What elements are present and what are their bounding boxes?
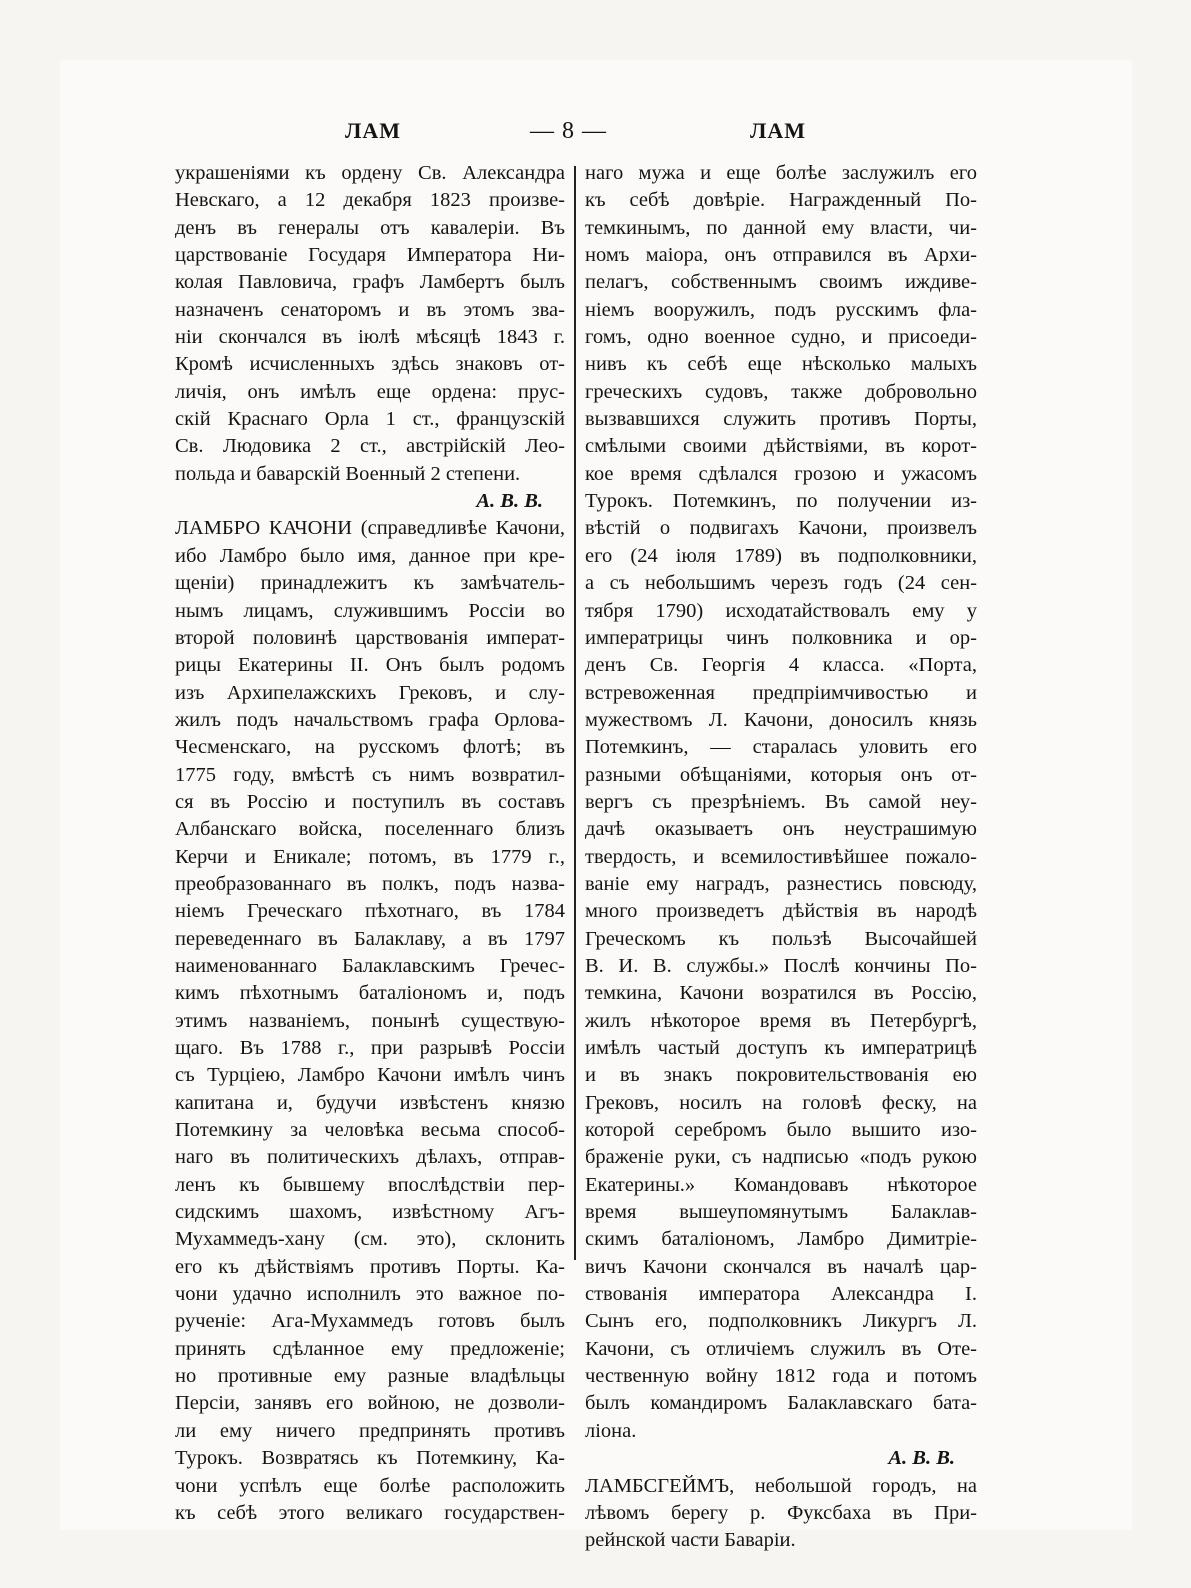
text-line: второй половинѣ царствованія императ- xyxy=(175,626,565,649)
text-line: браженіе руки, съ надписью «подъ рукою xyxy=(585,1146,977,1169)
text-line: много произведетъ дѣйствія въ народѣ xyxy=(585,900,977,923)
text-line: щаго. Въ 1788 г., при разрывѣ Россіи xyxy=(175,1037,565,1059)
text-line: императрицы чинъ полковника и ор- xyxy=(585,626,977,649)
text-line: этимъ названіемъ, понынѣ существую- xyxy=(175,1009,565,1032)
text-line: В. И. В. службы.» Послѣ кончины По- xyxy=(585,954,977,977)
text-line: его (24 іюля 1789) въ подполковники, xyxy=(585,544,977,567)
page-number: — 8 — xyxy=(530,118,607,144)
text-line: къ себѣ довѣріе. Награжденный По- xyxy=(585,189,977,212)
text-line: номъ маіора, онъ отправился въ Архи- xyxy=(585,244,977,267)
text-line: вергъ съ презрѣніемъ. Въ самой неу- xyxy=(585,790,977,813)
text-line: денъ Св. Георгія 4 класса. «Порта, xyxy=(585,654,977,677)
text-line: Турокъ. Возвратясь къ Потемкину, Ка- xyxy=(175,1447,565,1470)
text-line: темкина, Качони возратился въ Россію, xyxy=(585,982,977,1005)
running-head xyxy=(0,118,1191,152)
author-signature: А. В. В. xyxy=(476,490,543,513)
text-line: съ Турціею, Ламбро Качони имѣлъ чинъ xyxy=(175,1064,565,1087)
author-signature: А. В. В. xyxy=(888,1447,955,1470)
text-line: былъ командиромъ Балаклавскаго бата- xyxy=(585,1392,977,1415)
text-line: его къ дѣйствіямъ противъ Порты. Ка- xyxy=(175,1255,565,1278)
text-line: изъ Архипелажскихъ Грековъ, и слу- xyxy=(175,681,565,704)
text-line: Невскаго, а 12 декабря 1823 произве- xyxy=(175,189,565,212)
text-line: скимъ баталіономъ, Ламбро Димитріе- xyxy=(585,1228,977,1251)
text-line: ніемъ Греческаго пѣхотнаго, въ 1784 xyxy=(175,900,565,923)
text-line: царствованіе Государя Императора Ни- xyxy=(175,244,565,267)
text-line: тября 1790) исходатайствовалъ ему у xyxy=(585,599,977,622)
running-head-left: ЛАМ xyxy=(345,118,402,143)
text-line: гомъ, одно военное судно, и присоеди- xyxy=(585,326,977,349)
text-line: колая Павловича, графъ Ламбертъ былъ xyxy=(175,271,565,294)
entry-headword-line: ЛАМБСГЕЙМЪ, небольшой городъ, на xyxy=(585,1474,977,1497)
text-line: Грековъ, носилъ на головѣ феску, на xyxy=(585,1091,977,1114)
text-line: пелагъ, собственнымъ своимъ иждиве- xyxy=(585,271,977,294)
text-line: и въ знакъ покровительствованія ею xyxy=(585,1064,977,1087)
text-line: Керчи и Еникале; потомъ, въ 1779 г., xyxy=(175,845,565,868)
text-line: чони успѣлъ еще болѣе расположить xyxy=(175,1474,565,1497)
text-line: Св. Людовика 2 ст., австрійскій Лео- xyxy=(175,435,565,458)
text-line: капитана и, будучи извѣстенъ князю xyxy=(175,1091,565,1114)
text-line: рученіе: Ага-Мухаммедъ готовъ былъ xyxy=(175,1310,565,1333)
text-line: ся въ Россію и поступилъ въ составъ xyxy=(175,790,565,813)
text-line: вичъ Качони скончался въ началѣ цар- xyxy=(585,1255,977,1278)
text-line: а съ небольшимъ черезъ годъ (24 сен- xyxy=(585,572,977,595)
text-line: встревоженная предпріимчивостью и xyxy=(585,681,977,704)
text-line: дачѣ оказываетъ онъ неустрашимую xyxy=(585,818,977,841)
text-line: ибо Ламбро было имя, данное при кре- xyxy=(175,544,565,567)
text-line: скій Краснаго Орла 1 ст., французскій xyxy=(175,408,565,431)
left-column xyxy=(175,160,565,1527)
text-line: рицы Екатерины II. Онъ былъ родомъ xyxy=(175,654,565,677)
text-line: денъ въ генералы отъ кавалеріи. Въ xyxy=(175,216,565,239)
text-line: жилъ нѣкоторое время въ Петербургѣ, xyxy=(585,1009,977,1032)
text-line: лѣвомъ берегу р. Фуксбаха въ При- xyxy=(585,1501,977,1524)
text-line: ли ему ничего предпринять противъ xyxy=(175,1419,565,1442)
text-line: Екатерины.» Командовавъ нѣкоторое xyxy=(585,1173,977,1196)
text-line: Кромѣ исчисленныхъ здѣсь знаковъ от- xyxy=(175,353,565,376)
text-line: но противные ему разные владѣльцы xyxy=(175,1365,565,1388)
text-line: преобразованнаго въ полкъ, подъ назва- xyxy=(175,872,565,895)
text-line: Потемкинъ, — старалась уловить его xyxy=(585,736,977,759)
text-line: ствованія императора Александра I. xyxy=(585,1283,977,1306)
text-line: жилъ подъ начальствомъ графа Орлова- xyxy=(175,708,565,731)
text-line: Качони, съ отличіемъ служилъ въ Оте- xyxy=(585,1337,977,1360)
text-line: Сынъ его, подполковникъ Ликургъ Л. xyxy=(585,1310,977,1333)
text-line: время вышеупомянутымъ Балаклав- xyxy=(585,1201,977,1224)
text-line: къ себѣ этого великаго государствен- xyxy=(175,1501,565,1524)
text-line: которой серебромъ было вышито изо- xyxy=(585,1119,977,1142)
column-divider xyxy=(574,166,576,1260)
text-line: Греческомъ къ пользѣ Высочайшей xyxy=(585,927,977,950)
text-line: рейнской части Баваріи. xyxy=(585,1529,796,1552)
text-line: твердость, и всемилостивѣйшее пожало- xyxy=(585,845,977,868)
text-line: наго въ политическихъ дѣлахъ, отправ- xyxy=(175,1146,565,1169)
text-line: мужествомъ Л. Качони, доносилъ князь xyxy=(585,708,977,731)
text-line: кое время сдѣлался грозою и ужасомъ xyxy=(585,462,977,485)
text-line: наименованнаго Балаклавскимъ Гречес- xyxy=(175,954,565,977)
text-line: личія, онъ имѣлъ еще ордена: прус- xyxy=(175,380,565,403)
text-line: нивъ къ себѣ еще нѣсколько малыхъ xyxy=(585,353,977,376)
text-line: ленъ къ бывшему впослѣдствіи пер- xyxy=(175,1173,565,1196)
text-line: Албанскаго войска, поселеннаго близъ xyxy=(175,818,565,841)
right-column xyxy=(585,160,977,1555)
text-line: вѣстій о подвигахъ Качони, произвелъ xyxy=(585,517,977,540)
text-line: греческихъ судовъ, также добровольно xyxy=(585,380,977,403)
text-line: нымъ лицамъ, служившимъ Россіи во xyxy=(175,599,565,622)
text-line: Турокъ. Потемкинъ, по получении из- xyxy=(585,490,977,513)
text-line: имѣлъ частый доступъ къ императрицѣ xyxy=(585,1037,977,1059)
text-line: Мухаммедъ-хану (см. это), склонить xyxy=(175,1228,565,1251)
text-line: чественную войну 1812 года и потомъ xyxy=(585,1365,977,1388)
text-line: сидскимъ шахомъ, извѣстному Агъ- xyxy=(175,1201,565,1224)
text-line: украшеніями къ ордену Св. Александра xyxy=(175,162,565,184)
text-line: щеніи) принадлежитъ къ замѣчатель- xyxy=(175,572,565,595)
text-line: Чесменскаго, на русскомъ флотѣ; въ xyxy=(175,736,565,759)
text-line: польда и баварскій Военный 2 степени. xyxy=(175,462,521,485)
text-line: кимъ пѣхотнымъ баталіономъ и, подъ xyxy=(175,982,565,1005)
text-line: 1775 году, вмѣстѣ съ нимъ возвратил- xyxy=(175,763,565,786)
text-line: чони удачно исполнилъ это важное по- xyxy=(175,1283,565,1306)
running-head-right: ЛАМ xyxy=(750,118,807,143)
text-line: ліона. xyxy=(585,1419,637,1442)
text-line: принять сдѣланное ему предложеніе; xyxy=(175,1337,565,1360)
text-line: вызвавшихся служить противъ Порты, xyxy=(585,408,977,431)
text-line: темкинымъ, по данной ему власти, чи- xyxy=(585,216,977,239)
text-line: ніи скончался въ іюлѣ мѣсяцѣ 1843 г. xyxy=(175,326,565,349)
text-line: назначенъ сенаторомъ и въ этомъ зва- xyxy=(175,298,565,321)
text-line: переведеннаго въ Балаклаву, а въ 1797 xyxy=(175,927,565,950)
text-line: ваніе ему наградъ, разнестись повсюду, xyxy=(585,872,977,895)
text-line: наго мужа и еще болѣе заслужилъ его xyxy=(585,162,977,184)
text-line: смѣлыми своими дѣйствіями, въ корот- xyxy=(585,435,977,458)
text-line: Потемкину за человѣка весьма способ- xyxy=(175,1119,565,1142)
text-line: Персіи, занявъ его войною, не дозволи- xyxy=(175,1392,565,1415)
text-line: разными обѣщаніями, которыя онъ от- xyxy=(585,763,977,786)
text-line: ніемъ вооружилъ, подъ русскимъ фла- xyxy=(585,298,977,321)
entry-headword-line: ЛАМБРО КАЧОНИ (справедливѣе Качони, xyxy=(175,517,565,540)
